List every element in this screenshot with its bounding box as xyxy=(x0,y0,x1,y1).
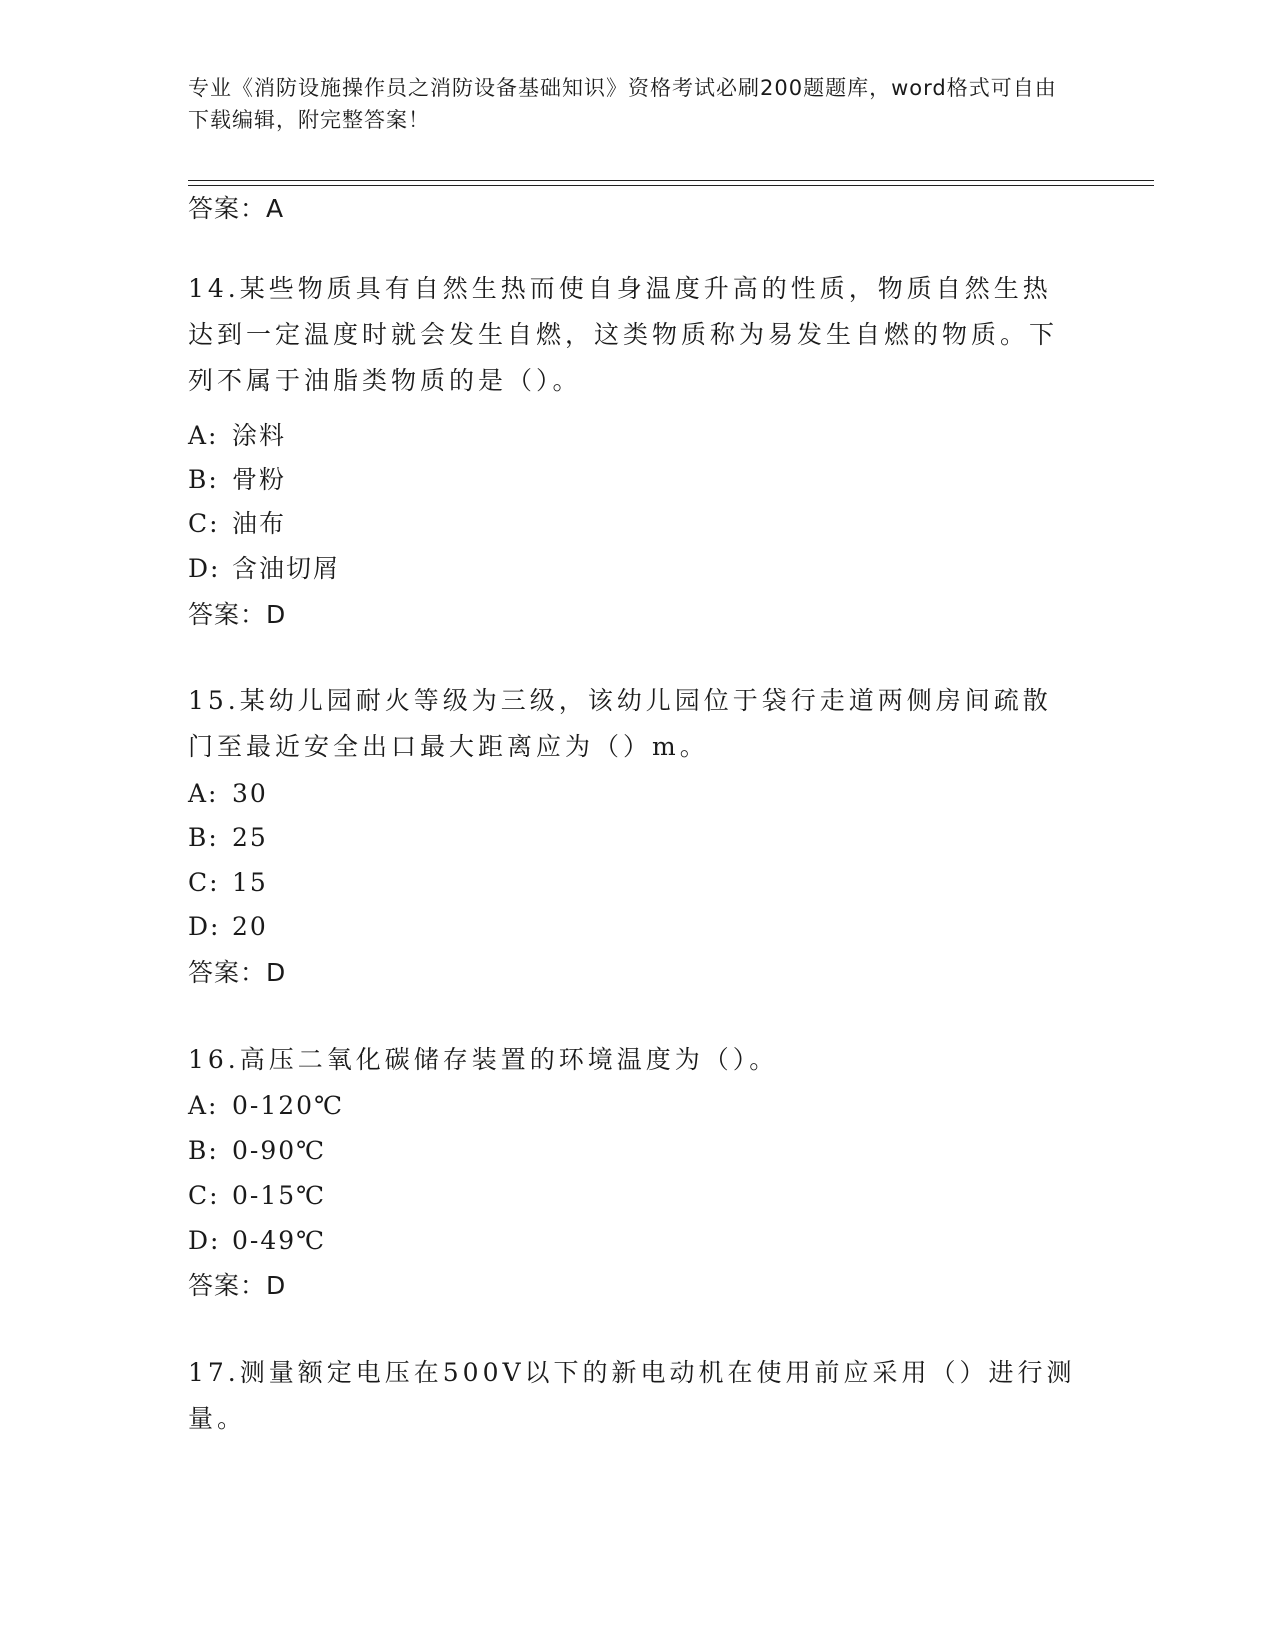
option-label: B: xyxy=(188,1136,219,1165)
question-15-text: 15.某幼儿园耐火等级为三级，该幼儿园位于袋行走道两侧房间疏散门至最近安全出口最大距离应为（）m。 xyxy=(188,686,1052,761)
question-15-option-b xyxy=(188,820,268,856)
question-15-answer: 答案：D xyxy=(188,958,287,987)
answer-prev: 答案：A xyxy=(188,194,285,223)
option-label: A: xyxy=(188,421,219,450)
option-text: 0-120℃ xyxy=(232,1091,345,1120)
question-14-option-c xyxy=(188,506,286,542)
option-label: B: xyxy=(188,465,219,494)
option-text: 0-90℃ xyxy=(232,1136,327,1165)
option-label: D: xyxy=(188,912,221,941)
option-text: 油布 xyxy=(232,509,287,538)
question-14-text: 14.某些物质具有自然生热而使自身温度升高的性质，物质自然生热达到一定温度时就会发生自燃，这类物质称为易发生自燃的物质。下列不属于油脂类物质的是（）。 xyxy=(188,274,1059,395)
question-14-option-d xyxy=(188,551,340,587)
question-14-option-b xyxy=(188,462,286,498)
question-15-option-d xyxy=(188,909,268,945)
question-14-answer: 答案：D xyxy=(188,600,287,629)
option-text: 含油切屑 xyxy=(232,554,341,583)
question-16-option-c xyxy=(188,1178,326,1214)
option-label: C: xyxy=(188,1181,220,1210)
option-text: 0-15℃ xyxy=(232,1181,327,1210)
question-14-option-a xyxy=(188,418,286,454)
header-divider-bottom xyxy=(188,185,1154,186)
question-15-option-a xyxy=(188,776,268,812)
option-label: A: xyxy=(188,779,219,808)
question-16-text: 16.高压二氧化碳储存装置的环境温度为（）。 xyxy=(188,1045,779,1074)
option-label: D: xyxy=(188,554,221,583)
option-text: 25 xyxy=(232,823,268,852)
question-16-answer: 答案：D xyxy=(188,1271,287,1300)
document-header: 专业《消防设施操作员之消防设备基础知识》资格考试必刷200题题库，word格式可自由下载编辑，附完整答案！ xyxy=(188,76,1057,132)
question-15-option-c xyxy=(188,865,268,901)
option-text: 20 xyxy=(232,912,268,941)
option-text: 15 xyxy=(232,868,268,897)
option-label: C: xyxy=(188,509,220,538)
option-label: B: xyxy=(188,823,219,852)
question-16-option-b xyxy=(188,1133,326,1169)
question-16-option-a xyxy=(188,1088,344,1124)
option-text: 30 xyxy=(232,779,268,808)
option-label: D: xyxy=(188,1226,221,1255)
option-label: C: xyxy=(188,868,220,897)
option-text: 0-49℃ xyxy=(232,1226,327,1255)
question-17-text: 17.测量额定电压在500V以下的新电动机在使用前应采用（）进行测量。 xyxy=(188,1358,1076,1433)
option-text: 涂料 xyxy=(232,421,287,450)
question-16-option-d xyxy=(188,1223,326,1259)
header-divider-top xyxy=(188,180,1154,181)
option-label: A: xyxy=(188,1091,219,1120)
option-text: 骨粉 xyxy=(232,465,287,494)
